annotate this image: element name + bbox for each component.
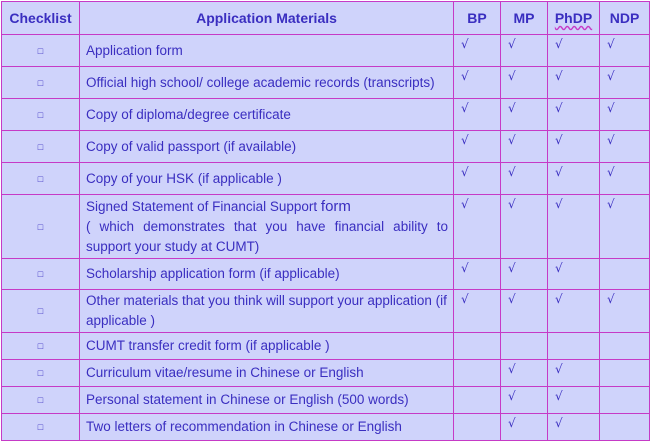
table-row — [2, 360, 650, 387]
phdp-check — [548, 333, 600, 360]
header-mp: MP — [501, 2, 548, 35]
checkbox-icon[interactable]: □ — [2, 195, 80, 259]
phdp-check: √ — [548, 35, 600, 67]
bp-check — [454, 414, 501, 441]
table-row — [2, 163, 650, 195]
application-materials-table — [1, 1, 650, 441]
mp-check: √ — [501, 259, 548, 290]
table-row — [2, 387, 650, 414]
ndp-check — [600, 259, 650, 290]
bp-check — [454, 387, 501, 414]
mp-check: √ — [501, 163, 548, 195]
bp-check: √ — [454, 290, 501, 333]
material-cell: Other materials that you think will support your application (if applicable ) — [80, 290, 454, 333]
bp-check: √ — [454, 35, 501, 67]
checkbox-icon[interactable]: □ — [2, 360, 80, 387]
header-materials: Application Materials — [80, 2, 454, 35]
bp-check: √ — [454, 99, 501, 131]
phdp-check: √ — [548, 360, 600, 387]
checkbox-icon[interactable]: □ — [2, 387, 80, 414]
table-row — [2, 195, 650, 259]
checkbox-icon[interactable]: □ — [2, 35, 80, 67]
header-bp: BP — [454, 2, 501, 35]
bp-check: √ — [454, 259, 501, 290]
ndp-check — [600, 333, 650, 360]
material-cell: Two letters of recommendation in Chinese or English — [80, 414, 454, 441]
header-checklist: Checklist — [2, 2, 80, 35]
checkbox-icon[interactable]: □ — [2, 131, 80, 163]
mp-check: √ — [501, 360, 548, 387]
checkbox-icon[interactable]: □ — [2, 290, 80, 333]
financial-line2: ( which demonstrates that you have financial ability to support your study at CUMT) — [86, 218, 448, 254]
material-cell: Personal statement in Chinese or English (500 words) — [80, 387, 454, 414]
bp-check: √ — [454, 163, 501, 195]
ndp-check: √ — [600, 131, 650, 163]
ndp-check — [600, 414, 650, 441]
header-row — [2, 2, 650, 35]
material-cell: Copy of diploma/degree certificate — [80, 99, 454, 131]
table-row — [2, 67, 650, 99]
phdp-check: √ — [548, 259, 600, 290]
mp-check: √ — [501, 387, 548, 414]
table-row — [2, 99, 650, 131]
phdp-label: PhDP — [554, 10, 593, 26]
table-row — [2, 333, 650, 360]
ndp-check: √ — [600, 35, 650, 67]
ndp-check — [600, 360, 650, 387]
mp-check: √ — [501, 195, 548, 259]
material-cell — [80, 195, 454, 259]
phdp-check: √ — [548, 163, 600, 195]
mp-check: √ — [501, 414, 548, 441]
table-row — [2, 131, 650, 163]
ndp-check: √ — [600, 163, 650, 195]
material-cell: CUMT transfer credit form (if applicable ) — [80, 333, 454, 360]
header-ndp: NDP — [600, 2, 650, 35]
mp-check: √ — [501, 290, 548, 333]
table-row — [2, 414, 650, 441]
phdp-check: √ — [548, 195, 600, 259]
phdp-check: √ — [548, 67, 600, 99]
phdp-check: √ — [548, 387, 600, 414]
mp-check: √ — [501, 35, 548, 67]
material-cell: Scholarship application form (if applicable) — [80, 259, 454, 290]
checkbox-icon[interactable]: □ — [2, 259, 80, 290]
mp-check: √ — [501, 131, 548, 163]
phdp-check: √ — [548, 414, 600, 441]
bp-check: √ — [454, 131, 501, 163]
checkbox-icon[interactable]: □ — [2, 414, 80, 441]
bp-check — [454, 360, 501, 387]
bp-check — [454, 333, 501, 360]
checkbox-icon[interactable]: □ — [2, 99, 80, 131]
mp-check: √ — [501, 67, 548, 99]
checkbox-icon[interactable]: □ — [2, 67, 80, 99]
material-cell: Application form — [80, 35, 454, 67]
material-cell: Copy of valid passport (if available) — [80, 131, 454, 163]
material-cell: Curriculum vitae/resume in Chinese or English — [80, 360, 454, 387]
phdp-check: √ — [548, 99, 600, 131]
ndp-check: √ — [600, 99, 650, 131]
bp-check: √ — [454, 67, 501, 99]
table-row — [2, 259, 650, 290]
financial-line1-form: form — [320, 197, 351, 215]
material-cell: Copy of your HSK (if applicable ) — [80, 163, 454, 195]
ndp-check: √ — [600, 290, 650, 333]
checkbox-icon[interactable]: □ — [2, 163, 80, 195]
mp-check: √ — [501, 99, 548, 131]
ndp-check: √ — [600, 67, 650, 99]
bp-check: √ — [454, 195, 501, 259]
financial-line1: Signed Statement of Financial Support — [86, 198, 318, 214]
mp-check — [501, 333, 548, 360]
phdp-check: √ — [548, 131, 600, 163]
ndp-check: √ — [600, 195, 650, 259]
phdp-check: √ — [548, 290, 600, 333]
material-cell: Official high school/ college academic records (transcripts) — [80, 67, 454, 99]
table-row — [2, 290, 650, 333]
table-row — [2, 35, 650, 67]
header-phdp — [548, 2, 600, 35]
checkbox-icon[interactable]: □ — [2, 333, 80, 360]
ndp-check — [600, 387, 650, 414]
